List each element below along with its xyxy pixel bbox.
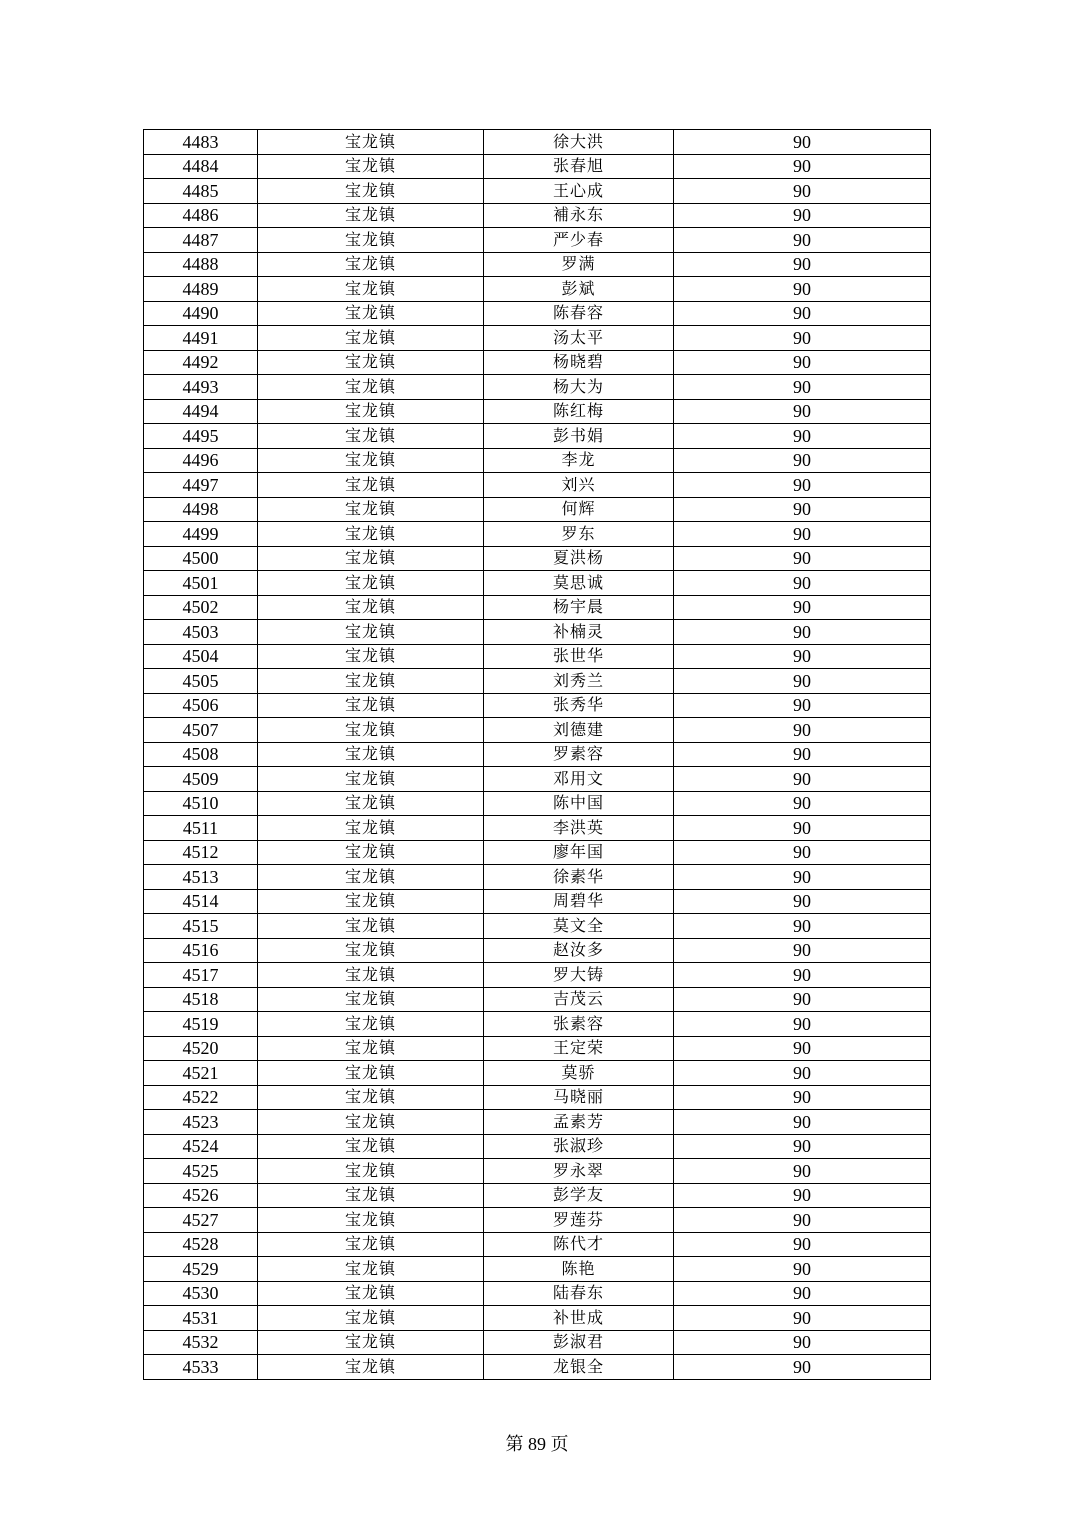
town-cell: 宝龙镇: [258, 203, 484, 228]
row-number-cell: 4491: [144, 326, 258, 351]
row-number-cell: 4501: [144, 571, 258, 596]
row-number-cell: 4483: [144, 130, 258, 155]
table-row: [144, 375, 931, 400]
page-footer: [0, 1430, 1074, 1456]
town-cell: 宝龙镇: [258, 816, 484, 841]
row-number-cell: 4510: [144, 791, 258, 816]
row-number-cell: 4531: [144, 1306, 258, 1331]
row-number-cell: 4521: [144, 1061, 258, 1086]
name-cell: 補永东: [484, 203, 674, 228]
town-cell: 宝龙镇: [258, 791, 484, 816]
name-cell: 徐素华: [484, 865, 674, 890]
row-number-cell: 4496: [144, 448, 258, 473]
town-cell: 宝龙镇: [258, 1061, 484, 1086]
name-cell: 杨宇晨: [484, 595, 674, 620]
row-number-cell: 4485: [144, 179, 258, 204]
name-cell: 陈代才: [484, 1232, 674, 1257]
row-number-cell: 4530: [144, 1281, 258, 1306]
row-number-cell: 4506: [144, 693, 258, 718]
score-cell: 90: [674, 399, 931, 424]
name-cell: 刘德建: [484, 718, 674, 743]
roster-table-container: [143, 129, 930, 1380]
town-cell: 宝龙镇: [258, 595, 484, 620]
score-cell: 90: [674, 644, 931, 669]
table-row: [144, 1355, 931, 1380]
table-row: [144, 252, 931, 277]
score-cell: 90: [674, 154, 931, 179]
table-row: [144, 742, 931, 767]
name-cell: 龙银全: [484, 1355, 674, 1380]
town-cell: 宝龙镇: [258, 1159, 484, 1184]
town-cell: 宝龙镇: [258, 1012, 484, 1037]
table-row: [144, 644, 931, 669]
score-cell: 90: [674, 914, 931, 939]
row-number-cell: 4528: [144, 1232, 258, 1257]
score-cell: 90: [674, 326, 931, 351]
table-body: [144, 130, 931, 1380]
table-row: [144, 963, 931, 988]
table-row: [144, 448, 931, 473]
town-cell: 宝龙镇: [258, 742, 484, 767]
table-row: [144, 1232, 931, 1257]
town-cell: 宝龙镇: [258, 424, 484, 449]
score-cell: 90: [674, 546, 931, 571]
table-row: [144, 497, 931, 522]
name-cell: 陈春容: [484, 301, 674, 326]
table-row: [144, 1134, 931, 1159]
score-cell: 90: [674, 1355, 931, 1380]
row-number-cell: 4507: [144, 718, 258, 743]
row-number-cell: 4520: [144, 1036, 258, 1061]
table-row: [144, 840, 931, 865]
table-row: [144, 301, 931, 326]
table-row: [144, 546, 931, 571]
row-number-cell: 4494: [144, 399, 258, 424]
score-cell: 90: [674, 620, 931, 645]
town-cell: 宝龙镇: [258, 130, 484, 155]
row-number-cell: 4533: [144, 1355, 258, 1380]
town-cell: 宝龙镇: [258, 522, 484, 547]
town-cell: 宝龙镇: [258, 1110, 484, 1135]
name-cell: 莫思诚: [484, 571, 674, 596]
score-cell: 90: [674, 1012, 931, 1037]
name-cell: 李洪英: [484, 816, 674, 841]
table-row: [144, 791, 931, 816]
name-cell: 何辉: [484, 497, 674, 522]
town-cell: 宝龙镇: [258, 326, 484, 351]
score-cell: 90: [674, 473, 931, 498]
name-cell: 彭书娟: [484, 424, 674, 449]
town-cell: 宝龙镇: [258, 546, 484, 571]
score-cell: 90: [674, 522, 931, 547]
name-cell: 罗莲芬: [484, 1208, 674, 1233]
town-cell: 宝龙镇: [258, 252, 484, 277]
town-cell: 宝龙镇: [258, 644, 484, 669]
table-row: [144, 1012, 931, 1037]
row-number-cell: 4509: [144, 767, 258, 792]
score-cell: 90: [674, 1134, 931, 1159]
town-cell: 宝龙镇: [258, 1183, 484, 1208]
name-cell: 莫文全: [484, 914, 674, 939]
row-number-cell: 4524: [144, 1134, 258, 1159]
name-cell: 吉茂云: [484, 987, 674, 1012]
row-number-cell: 4500: [144, 546, 258, 571]
row-number-cell: 4498: [144, 497, 258, 522]
name-cell: 张素容: [484, 1012, 674, 1037]
table-row: [144, 1085, 931, 1110]
score-cell: 90: [674, 1208, 931, 1233]
page-number: 89: [528, 1434, 546, 1454]
name-cell: 周碧华: [484, 889, 674, 914]
table-row: [144, 1036, 931, 1061]
name-cell: 张淑珍: [484, 1134, 674, 1159]
row-number-cell: 4492: [144, 350, 258, 375]
row-number-cell: 4513: [144, 865, 258, 890]
row-number-cell: 4502: [144, 595, 258, 620]
score-cell: 90: [674, 424, 931, 449]
score-cell: 90: [674, 1330, 931, 1355]
name-cell: 王定荣: [484, 1036, 674, 1061]
score-cell: 90: [674, 375, 931, 400]
table-row: [144, 1183, 931, 1208]
town-cell: 宝龙镇: [258, 277, 484, 302]
name-cell: 张秀华: [484, 693, 674, 718]
name-cell: 补世成: [484, 1306, 674, 1331]
name-cell: 邓用文: [484, 767, 674, 792]
row-number-cell: 4503: [144, 620, 258, 645]
row-number-cell: 4526: [144, 1183, 258, 1208]
town-cell: 宝龙镇: [258, 473, 484, 498]
town-cell: 宝龙镇: [258, 865, 484, 890]
table-row: [144, 228, 931, 253]
town-cell: 宝龙镇: [258, 620, 484, 645]
score-cell: 90: [674, 277, 931, 302]
score-cell: 90: [674, 1306, 931, 1331]
score-cell: 90: [674, 448, 931, 473]
row-number-cell: 4515: [144, 914, 258, 939]
town-cell: 宝龙镇: [258, 448, 484, 473]
score-cell: 90: [674, 1281, 931, 1306]
name-cell: 刘兴: [484, 473, 674, 498]
town-cell: 宝龙镇: [258, 350, 484, 375]
table-row: [144, 865, 931, 890]
name-cell: 徐大洪: [484, 130, 674, 155]
table-row: [144, 938, 931, 963]
score-cell: 90: [674, 595, 931, 620]
table-row: [144, 1061, 931, 1086]
row-number-cell: 4511: [144, 816, 258, 841]
score-cell: 90: [674, 130, 931, 155]
table-row: [144, 620, 931, 645]
name-cell: 马晓丽: [484, 1085, 674, 1110]
name-cell: 罗东: [484, 522, 674, 547]
town-cell: 宝龙镇: [258, 1036, 484, 1061]
town-cell: 宝龙镇: [258, 669, 484, 694]
name-cell: 补楠灵: [484, 620, 674, 645]
town-cell: 宝龙镇: [258, 1355, 484, 1380]
row-number-cell: 4487: [144, 228, 258, 253]
town-cell: 宝龙镇: [258, 914, 484, 939]
name-cell: 孟素芳: [484, 1110, 674, 1135]
town-cell: 宝龙镇: [258, 497, 484, 522]
row-number-cell: 4527: [144, 1208, 258, 1233]
town-cell: 宝龙镇: [258, 963, 484, 988]
row-number-cell: 4512: [144, 840, 258, 865]
town-cell: 宝龙镇: [258, 1085, 484, 1110]
row-number-cell: 4504: [144, 644, 258, 669]
town-cell: 宝龙镇: [258, 840, 484, 865]
score-cell: 90: [674, 1183, 931, 1208]
row-number-cell: 4523: [144, 1110, 258, 1135]
row-number-cell: 4499: [144, 522, 258, 547]
row-number-cell: 4525: [144, 1159, 258, 1184]
score-cell: 90: [674, 1257, 931, 1282]
row-number-cell: 4519: [144, 1012, 258, 1037]
table-row: [144, 889, 931, 914]
row-number-cell: 4517: [144, 963, 258, 988]
score-cell: 90: [674, 252, 931, 277]
town-cell: 宝龙镇: [258, 1281, 484, 1306]
table-row: [144, 399, 931, 424]
table-row: [144, 669, 931, 694]
table-row: [144, 914, 931, 939]
town-cell: 宝龙镇: [258, 889, 484, 914]
name-cell: 彭斌: [484, 277, 674, 302]
score-cell: 90: [674, 987, 931, 1012]
table-row: [144, 522, 931, 547]
table-row: [144, 1159, 931, 1184]
table-row: [144, 154, 931, 179]
name-cell: 李龙: [484, 448, 674, 473]
table-row: [144, 179, 931, 204]
name-cell: 陈艳: [484, 1257, 674, 1282]
town-cell: 宝龙镇: [258, 228, 484, 253]
score-cell: 90: [674, 963, 931, 988]
name-cell: 王心成: [484, 179, 674, 204]
table-row: [144, 767, 931, 792]
town-cell: 宝龙镇: [258, 938, 484, 963]
row-number-cell: 4490: [144, 301, 258, 326]
town-cell: 宝龙镇: [258, 571, 484, 596]
score-cell: 90: [674, 889, 931, 914]
score-cell: 90: [674, 1159, 931, 1184]
score-cell: 90: [674, 718, 931, 743]
table-row: [144, 326, 931, 351]
table-row: [144, 693, 931, 718]
score-cell: 90: [674, 1061, 931, 1086]
score-cell: 90: [674, 1110, 931, 1135]
name-cell: 赵汝多: [484, 938, 674, 963]
row-number-cell: 4488: [144, 252, 258, 277]
score-cell: 90: [674, 816, 931, 841]
row-number-cell: 4484: [144, 154, 258, 179]
row-number-cell: 4508: [144, 742, 258, 767]
name-cell: 杨大为: [484, 375, 674, 400]
name-cell: 彭学友: [484, 1183, 674, 1208]
table-row: [144, 987, 931, 1012]
table-row: [144, 1306, 931, 1331]
table-row: [144, 203, 931, 228]
table-row: [144, 424, 931, 449]
score-cell: 90: [674, 840, 931, 865]
row-number-cell: 4518: [144, 987, 258, 1012]
table-row: [144, 1330, 931, 1355]
score-cell: 90: [674, 742, 931, 767]
name-cell: 陈红梅: [484, 399, 674, 424]
table-row: [144, 595, 931, 620]
name-cell: 罗永翠: [484, 1159, 674, 1184]
score-cell: 90: [674, 767, 931, 792]
town-cell: 宝龙镇: [258, 375, 484, 400]
row-number-cell: 4529: [144, 1257, 258, 1282]
name-cell: 张世华: [484, 644, 674, 669]
row-number-cell: 4497: [144, 473, 258, 498]
score-cell: 90: [674, 791, 931, 816]
town-cell: 宝龙镇: [258, 154, 484, 179]
name-cell: 罗满: [484, 252, 674, 277]
town-cell: 宝龙镇: [258, 718, 484, 743]
row-number-cell: 4486: [144, 203, 258, 228]
row-number-cell: 4516: [144, 938, 258, 963]
score-cell: 90: [674, 179, 931, 204]
town-cell: 宝龙镇: [258, 1306, 484, 1331]
row-number-cell: 4493: [144, 375, 258, 400]
row-number-cell: 4489: [144, 277, 258, 302]
row-number-cell: 4522: [144, 1085, 258, 1110]
name-cell: 杨晓碧: [484, 350, 674, 375]
town-cell: 宝龙镇: [258, 693, 484, 718]
row-number-cell: 4514: [144, 889, 258, 914]
table-row: [144, 1110, 931, 1135]
name-cell: 夏洪杨: [484, 546, 674, 571]
score-cell: 90: [674, 1232, 931, 1257]
name-cell: 严少春: [484, 228, 674, 253]
town-cell: 宝龙镇: [258, 1208, 484, 1233]
town-cell: 宝龙镇: [258, 987, 484, 1012]
table-row: [144, 1281, 931, 1306]
score-cell: 90: [674, 301, 931, 326]
table-row: [144, 1257, 931, 1282]
town-cell: 宝龙镇: [258, 1134, 484, 1159]
name-cell: 彭淑君: [484, 1330, 674, 1355]
score-cell: 90: [674, 865, 931, 890]
table-row: [144, 277, 931, 302]
name-cell: 陈中国: [484, 791, 674, 816]
table-row: [144, 816, 931, 841]
town-cell: 宝龙镇: [258, 1257, 484, 1282]
score-cell: 90: [674, 497, 931, 522]
table-row: [144, 473, 931, 498]
score-cell: 90: [674, 228, 931, 253]
table-row: [144, 1208, 931, 1233]
score-cell: 90: [674, 669, 931, 694]
table-row: [144, 130, 931, 155]
score-cell: 90: [674, 1036, 931, 1061]
score-cell: 90: [674, 1085, 931, 1110]
score-cell: 90: [674, 571, 931, 596]
roster-table: [143, 129, 931, 1380]
name-cell: 陆春东: [484, 1281, 674, 1306]
table-row: [144, 718, 931, 743]
town-cell: 宝龙镇: [258, 1330, 484, 1355]
score-cell: 90: [674, 693, 931, 718]
name-cell: 汤太平: [484, 326, 674, 351]
score-cell: 90: [674, 203, 931, 228]
name-cell: 张春旭: [484, 154, 674, 179]
table-row: [144, 350, 931, 375]
row-number-cell: 4505: [144, 669, 258, 694]
score-cell: 90: [674, 938, 931, 963]
name-cell: 廖年国: [484, 840, 674, 865]
name-cell: 罗大铸: [484, 963, 674, 988]
town-cell: 宝龙镇: [258, 179, 484, 204]
row-number-cell: 4532: [144, 1330, 258, 1355]
town-cell: 宝龙镇: [258, 1232, 484, 1257]
page-label-suffix: 页: [550, 1434, 569, 1454]
score-cell: 90: [674, 350, 931, 375]
table-row: [144, 571, 931, 596]
row-number-cell: 4495: [144, 424, 258, 449]
name-cell: 莫骄: [484, 1061, 674, 1086]
town-cell: 宝龙镇: [258, 767, 484, 792]
town-cell: 宝龙镇: [258, 301, 484, 326]
town-cell: 宝龙镇: [258, 399, 484, 424]
name-cell: 刘秀兰: [484, 669, 674, 694]
page-label-prefix: 第: [505, 1434, 524, 1454]
name-cell: 罗素容: [484, 742, 674, 767]
